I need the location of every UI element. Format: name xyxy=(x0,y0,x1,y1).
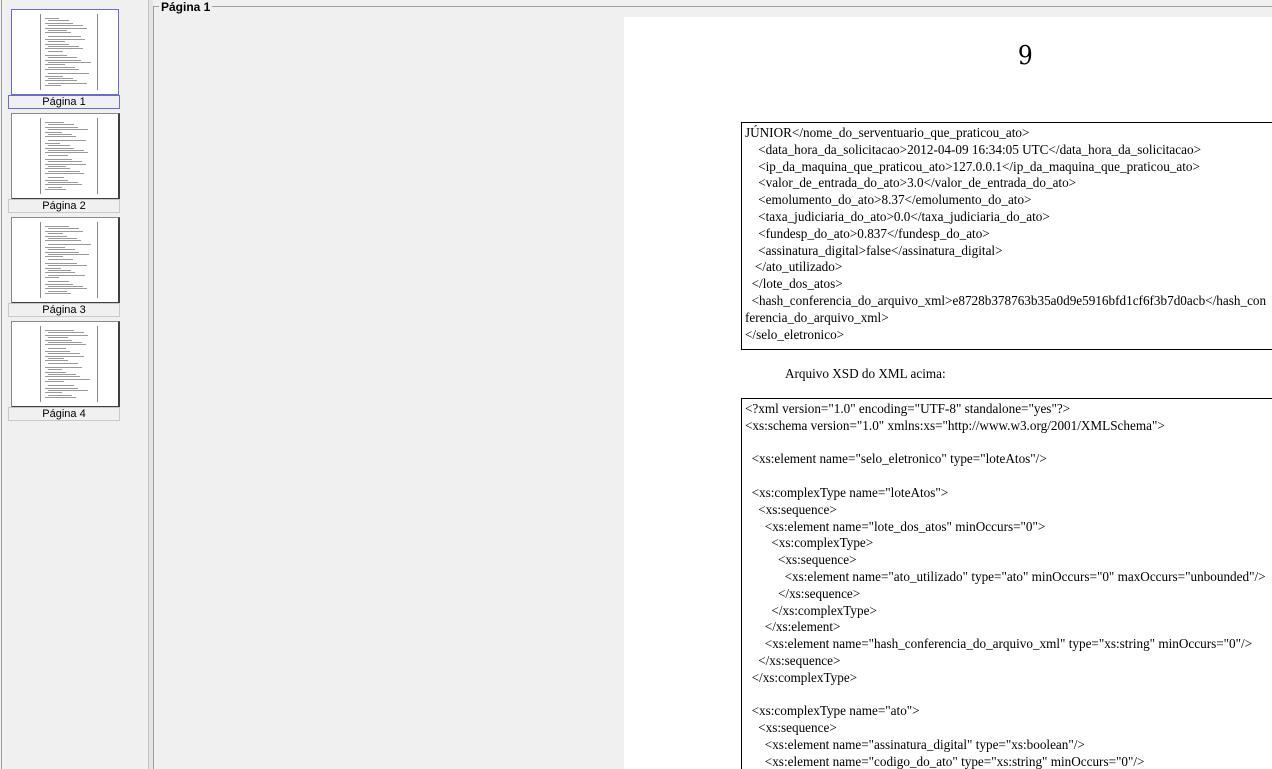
document-page xyxy=(624,17,1272,769)
page-viewer[interactable] xyxy=(153,0,1272,769)
code-line: <emolumento_do_ato>8.37</emolumento_do_ato> xyxy=(745,192,1032,208)
code-line: </xs:sequence> xyxy=(745,653,841,668)
panel-border xyxy=(1,0,2,769)
code-line: <xs:complexType> xyxy=(745,535,874,551)
code-line: <xs:element name="selo_eletronico" type="loteAtos"/> xyxy=(745,451,1047,467)
code-line: <xs:element name="assinatura_digital" type="xs:boolean"/> xyxy=(745,737,1085,752)
code-line: <xs:element name="lote_dos_atos" minOccurs="0"> xyxy=(745,518,1046,534)
xsd-code-box xyxy=(741,398,1272,769)
thumbnail-image[interactable] xyxy=(11,321,120,408)
xml-code-box xyxy=(741,122,1272,350)
xsd-caption: Arquivo XSD do XML acima: xyxy=(785,366,946,381)
code-line: <xs:element name="hash_conferencia_do_arquivo_xml" type="xs:string" minOccurs="0"/> xyxy=(745,636,1253,652)
code-line: <xs:sequence> xyxy=(745,501,837,517)
groupbox-border-top xyxy=(153,6,1272,7)
code-line: </lote_dos_atos> xyxy=(745,276,843,292)
code-line: </xs:sequence> xyxy=(745,585,861,601)
thumbnail-label[interactable]: Página 3 xyxy=(8,303,120,317)
code-line: <xs:element name="ato_utilizado" type="ato" minOccurs="0" maxOccurs="unbounded"/> xyxy=(745,569,1266,584)
code-line: </xs:complexType> xyxy=(745,602,877,618)
thumbnail-image[interactable] xyxy=(11,217,120,304)
code-line: ferencia_do_arquivo_xml> xyxy=(745,309,889,325)
thumbnail-label[interactable]: Página 1 xyxy=(8,95,120,109)
viewer-title: Página 1 xyxy=(161,0,211,14)
groupbox-border-left xyxy=(153,6,154,769)
page-number: 9 xyxy=(1017,41,1033,71)
code-line: <ip_da_maquina_que_praticou_ato>127.0.0.1</ip_da_maquina_que_praticou_ato> xyxy=(745,158,1200,174)
code-line: <hash_conferencia_do_arquivo_xml>e8728b378763b35a0d9e5916bfd1cf6f3b7d0acb</hash_con xyxy=(745,293,1267,308)
code-line: </xs:complexType> xyxy=(745,669,858,685)
code-line: <taxa_judiciaria_do_ato>0.0</taxa_judiciaria_do_ato> xyxy=(745,209,1050,224)
code-line: <valor_de_entrada_do_ato>3.0</valor_de_entrada_do_ato> xyxy=(745,175,1077,191)
thumbnail-image[interactable] xyxy=(11,9,119,95)
code-line: <xs:schema version="1.0" xmlns:xs="http://www.w3.org/2001/XMLSchema"> xyxy=(745,417,1165,433)
code-line: <assinatura_digital>false</assinatura_digital> xyxy=(745,242,1003,258)
code-line: <xs:complexType name="ato"> xyxy=(745,703,920,719)
code-line: <xs:sequence> xyxy=(745,720,837,736)
thumbnail-image[interactable] xyxy=(11,113,120,200)
code-line: JÚNIOR</nome_do_serventuario_que_praticou_ato> xyxy=(745,125,1030,140)
code-line: <xs:sequence> xyxy=(745,552,857,568)
code-line: <xs:complexType name="loteAtos"> xyxy=(745,485,949,500)
code-line: </ato_utilizado> xyxy=(745,259,843,275)
code-line: <data_hora_da_solicitacao>2012-04-09 16:34:05 UTC</data_hora_da_solicitacao> xyxy=(745,141,1202,157)
thumbnail-label[interactable]: Página 2 xyxy=(8,199,120,213)
code-line: </selo_eletronico> xyxy=(745,326,845,342)
code-line: </xs:element> xyxy=(745,619,841,635)
code-line: <?xml version="1.0" encoding="UTF-8" standalone="yes"?> xyxy=(745,401,1071,416)
thumbnail-panel xyxy=(0,0,149,769)
code-line: <fundesp_do_ato>0.837</fundesp_do_ato> xyxy=(745,225,990,241)
code-line: <xs:element name="codigo_do_ato" type="xs:string" minOccurs="0"/> xyxy=(745,753,1145,769)
thumbnail-label[interactable]: Página 4 xyxy=(8,407,120,421)
